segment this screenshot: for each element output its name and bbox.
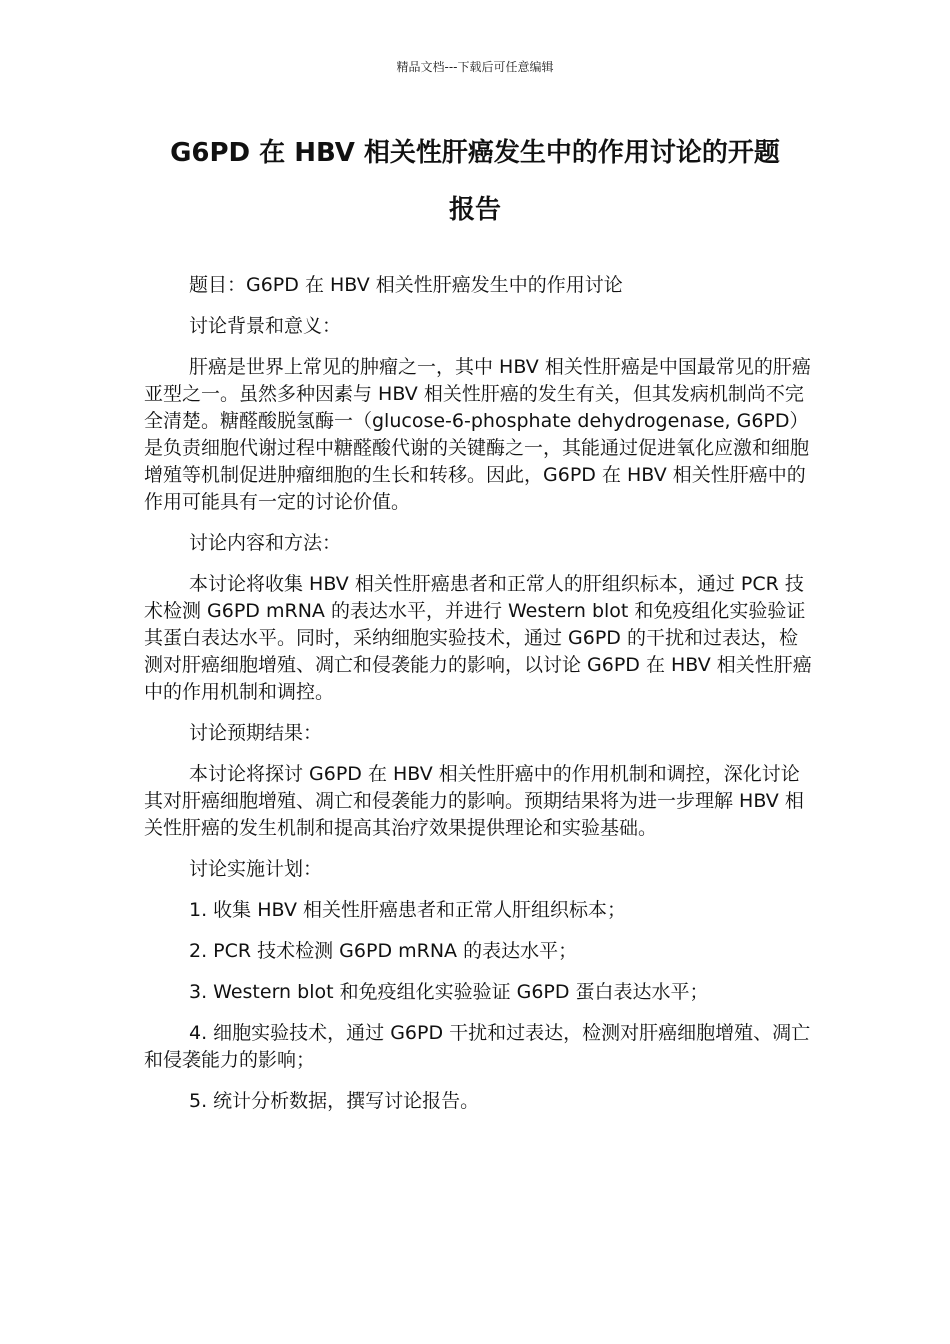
plan-item: 3. Western blot 和免疫组化实验验证 G6PD 蛋白表达水平； [189,981,709,1003]
plan-item: 2. PCR 技术检测 G6PD mRNA 的表达水平； [189,940,578,962]
topic-line: 题目：G6PD 在 HBV 相关性肝癌发生中的作用讨论 [189,274,623,296]
section-heading-background: 讨论背景和意义： [189,315,342,337]
section-heading-methods: 讨论内容和方法： [189,532,342,554]
plan-item: 1. 收集 HBV 相关性肝癌患者和正常人肝组织标本； [189,899,626,921]
methods-paragraph: 本讨论将收集 HBV 相关性肝癌患者和正常人的肝组织标本，通过 PCR 技术检测 G6PD mRNA 的表达水平，并进行 Western blot 和免疫组化实验验证其蛋白表达水平。同时，采纳细胞实验技术，通过 G6PD 的干扰和过表达，检测对肝癌细胞增殖、凋亡和侵袭能力的影响，以讨论 G6PD 在 HBV 相关性肝癌中的作用机制和调控。 [144,573,812,703]
expected-results-paragraph: 本讨论将探讨 G6PD 在 HBV 相关性肝癌中的作用机制和调控，深化讨论其对肝癌细胞增殖、凋亡和侵袭能力的影响。预期结果将为进一步理解 HBV 相关性肝癌的发生机制和提高其治疗效果提供理论和实验基础。 [144,763,804,839]
document-title-line-1: G6PD 在 HBV 相关性肝癌发生中的作用讨论的开题 [170,138,780,168]
document-title-line-2: 报告 [448,195,501,225]
section-heading-expected-results: 讨论预期结果： [189,722,323,744]
section-heading-plan: 讨论实施计划： [189,858,323,880]
plan-item: 5. 统计分析数据，撰写讨论报告。 [189,1090,480,1112]
plan-item: 4. 细胞实验技术，通过 G6PD 干扰和过表达，检测对肝癌细胞增殖、凋亡和侵袭能力的影响； [144,1022,811,1071]
background-paragraph: 肝癌是世界上常见的肿瘤之一，其中 HBV 相关性肝癌是中国最常见的肝癌亚型之一。虽然多种因素与 HBV 相关性肝癌的发生有关，但其发病机制尚不完全清楚。糖醛酸脱氢酶一（glucose-6-phosphate dehydrogenase, G6PD）是负责细胞代谢过程中糖醛酸代谢的关键酶之一，其能通过促进氧化应激和细胞增殖等机制促进肿瘤细胞的生长和转移。因此，G6PD 在 HBV 相关性肝癌中的作用可能具有一定的讨论价值。 [144,356,811,513]
document-body [144,272,814,1129]
header-note: 精品文档---下载后可任意编辑 [396,60,554,74]
